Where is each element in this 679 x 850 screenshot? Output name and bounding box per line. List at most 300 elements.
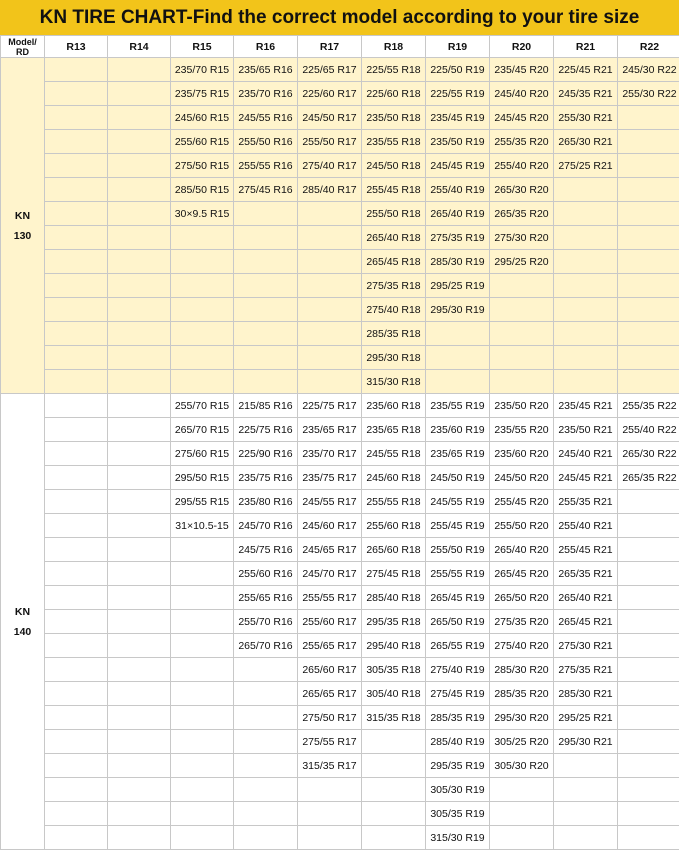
table-row	[1, 658, 679, 682]
tire-size-cell: 255/70 R15	[171, 394, 234, 418]
tire-size-cell	[171, 586, 234, 610]
tire-size-cell	[45, 802, 108, 826]
tire-size-cell	[234, 370, 298, 394]
tire-size-cell: 265/40 R19	[426, 202, 490, 226]
tire-size-cell: 315/35 R17	[298, 754, 362, 778]
tire-size-cell	[490, 802, 554, 826]
tire-size-cell: 255/50 R18	[362, 202, 426, 226]
tire-size-cell: 215/85 R16	[234, 394, 298, 418]
tire-size-cell: 265/45 R18	[362, 250, 426, 274]
tire-size-cell	[171, 370, 234, 394]
tire-size-cell	[45, 826, 108, 850]
tire-size-cell: 235/60 R20	[490, 442, 554, 466]
tire-size-cell: 255/55 R19	[426, 562, 490, 586]
table-row	[1, 802, 679, 826]
tire-size-cell	[554, 802, 618, 826]
tire-size-cell	[45, 418, 108, 442]
tire-size-cell	[618, 514, 679, 538]
table-row	[1, 730, 679, 754]
tire-size-cell: 285/40 R19	[426, 730, 490, 754]
tire-size-cell: 225/75 R16	[234, 418, 298, 442]
rim-size-header: R18	[362, 36, 426, 58]
table-row	[1, 58, 679, 82]
tire-size-cell	[108, 130, 171, 154]
tire-size-cell: 235/65 R17	[298, 418, 362, 442]
tire-size-cell: 265/45 R21	[554, 610, 618, 634]
tire-size-cell	[45, 250, 108, 274]
tire-size-cell	[618, 178, 679, 202]
tire-size-cell: 295/50 R15	[171, 466, 234, 490]
tire-size-cell	[554, 298, 618, 322]
model-label-line1: KN	[15, 606, 30, 618]
table-row	[1, 706, 679, 730]
tire-size-cell: 255/55 R18	[362, 490, 426, 514]
tire-size-cell: 245/50 R20	[490, 466, 554, 490]
table-row	[1, 250, 679, 274]
tire-size-cell	[45, 610, 108, 634]
table-row	[1, 754, 679, 778]
tire-size-cell: 245/60 R15	[171, 106, 234, 130]
tire-size-cell	[45, 178, 108, 202]
table-row	[1, 106, 679, 130]
tire-size-cell: 245/75 R16	[234, 538, 298, 562]
tire-size-cell	[362, 754, 426, 778]
tire-size-cell	[298, 778, 362, 802]
tire-size-cell: 255/40 R22	[618, 418, 679, 442]
tire-size-cell	[45, 754, 108, 778]
tire-size-cell	[618, 778, 679, 802]
tire-size-cell	[45, 154, 108, 178]
tire-size-cell	[45, 202, 108, 226]
tire-size-cell	[554, 826, 618, 850]
tire-size-cell	[426, 370, 490, 394]
tire-size-cell	[108, 250, 171, 274]
tire-size-cell	[618, 154, 679, 178]
tire-size-cell: 275/50 R17	[298, 706, 362, 730]
tire-size-cell: 305/35 R19	[426, 802, 490, 826]
tire-size-cell: 235/70 R16	[234, 82, 298, 106]
table-row	[1, 226, 679, 250]
tire-size-cell	[171, 274, 234, 298]
table-row	[1, 202, 679, 226]
tire-size-cell: 255/50 R20	[490, 514, 554, 538]
tire-size-cell	[108, 754, 171, 778]
tire-size-cell: 275/40 R18	[362, 298, 426, 322]
tire-size-cell	[108, 82, 171, 106]
tire-size-cell	[234, 730, 298, 754]
tire-size-cell	[108, 58, 171, 82]
tire-size-cell	[108, 442, 171, 466]
tire-size-cell: 275/35 R18	[362, 274, 426, 298]
tire-size-cell: 265/70 R15	[171, 418, 234, 442]
tire-size-cell: 225/90 R16	[234, 442, 298, 466]
tire-size-cell	[45, 226, 108, 250]
tire-size-cell	[490, 778, 554, 802]
tire-size-cell: 235/80 R16	[234, 490, 298, 514]
tire-size-cell: 275/35 R20	[490, 610, 554, 634]
tire-size-cell: 265/35 R21	[554, 562, 618, 586]
tire-size-cell	[618, 346, 679, 370]
tire-size-cell	[45, 274, 108, 298]
rim-size-header: R17	[298, 36, 362, 58]
tire-size-cell	[108, 202, 171, 226]
tire-size-cell: 265/45 R19	[426, 586, 490, 610]
tire-size-cell: 315/30 R19	[426, 826, 490, 850]
tire-size-cell: 235/60 R18	[362, 394, 426, 418]
tire-size-cell	[490, 826, 554, 850]
tire-size-cell	[298, 370, 362, 394]
model-label-line2: 130	[14, 230, 32, 242]
tire-size-cell: 255/40 R20	[490, 154, 554, 178]
tire-size-cell	[45, 130, 108, 154]
tire-size-cell: 295/55 R15	[171, 490, 234, 514]
tire-size-cell: 275/35 R21	[554, 658, 618, 682]
tire-size-cell: 295/40 R18	[362, 634, 426, 658]
table-row	[1, 466, 679, 490]
tire-size-cell: 255/55 R17	[298, 586, 362, 610]
tire-size-cell: 255/50 R19	[426, 538, 490, 562]
tire-size-cell	[618, 202, 679, 226]
tire-size-cell	[45, 466, 108, 490]
tire-size-cell: 255/45 R21	[554, 538, 618, 562]
tire-size-cell	[45, 394, 108, 418]
tire-size-cell: 235/45 R21	[554, 394, 618, 418]
tire-size-cell: 265/60 R17	[298, 658, 362, 682]
tire-size-cell	[554, 178, 618, 202]
header-row	[1, 36, 679, 58]
tire-size-cell: 315/35 R18	[362, 706, 426, 730]
tire-size-cell: 255/50 R17	[298, 130, 362, 154]
tire-size-cell: 305/30 R19	[426, 778, 490, 802]
tire-size-cell	[45, 322, 108, 346]
tire-size-cell: 245/40 R21	[554, 442, 618, 466]
tire-size-cell	[618, 586, 679, 610]
tire-size-cell	[171, 322, 234, 346]
tire-size-cell: 235/50 R18	[362, 106, 426, 130]
tire-size-cell	[618, 490, 679, 514]
tire-size-cell: 245/30 R22	[618, 58, 679, 82]
tire-size-cell: 305/40 R18	[362, 682, 426, 706]
tire-size-cell: 275/40 R19	[426, 658, 490, 682]
tire-size-cell: 265/30 R21	[554, 130, 618, 154]
tire-size-cell: 31×10.5-15	[171, 514, 234, 538]
tire-size-cell: 235/60 R19	[426, 418, 490, 442]
tire-size-cell	[171, 562, 234, 586]
tire-size-cell: 235/65 R19	[426, 442, 490, 466]
tire-size-cell	[108, 610, 171, 634]
table-row	[1, 634, 679, 658]
tire-size-cell	[45, 706, 108, 730]
tire-size-cell: 275/25 R21	[554, 154, 618, 178]
tire-size-cell	[108, 562, 171, 586]
rim-size-header: R21	[554, 36, 618, 58]
tire-size-cell: 275/30 R21	[554, 634, 618, 658]
tire-size-cell: 225/60 R18	[362, 82, 426, 106]
tire-size-cell: 245/35 R21	[554, 82, 618, 106]
tire-size-cell: 305/25 R20	[490, 730, 554, 754]
tire-size-cell: 285/30 R21	[554, 682, 618, 706]
tire-size-cell: 245/65 R17	[298, 538, 362, 562]
tire-size-cell	[234, 826, 298, 850]
model-rd-label-line1: Model/	[8, 37, 37, 47]
tire-size-cell	[171, 706, 234, 730]
tire-size-cell	[298, 226, 362, 250]
rim-size-header: R13	[45, 36, 108, 58]
tire-size-cell	[362, 802, 426, 826]
tire-size-cell	[108, 394, 171, 418]
tire-size-cell: 245/60 R18	[362, 466, 426, 490]
tire-size-cell: 285/40 R18	[362, 586, 426, 610]
tire-size-cell	[426, 346, 490, 370]
tire-size-cell: 235/70 R15	[171, 58, 234, 82]
tire-size-cell: 245/45 R20	[490, 106, 554, 130]
tire-size-cell	[362, 730, 426, 754]
tire-size-cell	[554, 370, 618, 394]
tire-size-cell	[234, 706, 298, 730]
tire-size-cell: 285/40 R17	[298, 178, 362, 202]
model-label	[1, 58, 45, 394]
tire-size-cell	[45, 538, 108, 562]
tire-size-cell: 255/60 R15	[171, 130, 234, 154]
tire-size-cell	[554, 202, 618, 226]
tire-size-cell	[618, 634, 679, 658]
tire-size-cell	[108, 274, 171, 298]
tire-size-cell: 275/40 R17	[298, 154, 362, 178]
tire-size-cell	[234, 682, 298, 706]
tire-size-cell	[554, 754, 618, 778]
table-row	[1, 442, 679, 466]
tire-size-cell: 235/55 R20	[490, 418, 554, 442]
tire-size-cell	[618, 250, 679, 274]
tire-size-cell: 245/70 R17	[298, 562, 362, 586]
tire-size-cell	[298, 202, 362, 226]
tire-size-cell	[171, 730, 234, 754]
chart-title: KN TIRE CHART-Find the correct model according to your tire size	[0, 0, 679, 35]
rim-size-header: R19	[426, 36, 490, 58]
table-row	[1, 274, 679, 298]
tire-size-cell	[618, 610, 679, 634]
tire-size-cell	[45, 586, 108, 610]
tire-size-cell: 255/45 R19	[426, 514, 490, 538]
tire-size-cell: 235/75 R16	[234, 466, 298, 490]
tire-size-cell	[108, 538, 171, 562]
tire-size-cell	[234, 754, 298, 778]
tire-size-cell	[108, 490, 171, 514]
tire-size-cell: 285/50 R15	[171, 178, 234, 202]
tire-size-cell	[618, 538, 679, 562]
tire-size-cell	[171, 250, 234, 274]
table-row	[1, 154, 679, 178]
tire-size-cell: 295/25 R20	[490, 250, 554, 274]
kn130-group	[1, 58, 679, 394]
tire-size-cell	[108, 370, 171, 394]
rim-size-header: R14	[108, 36, 171, 58]
tire-size-cell	[45, 298, 108, 322]
tire-size-cell: 30×9.5 R15	[171, 202, 234, 226]
tire-size-cell: 275/55 R17	[298, 730, 362, 754]
tire-size-cell: 295/35 R19	[426, 754, 490, 778]
tire-size-cell: 235/50 R19	[426, 130, 490, 154]
table-row	[1, 394, 679, 418]
tire-size-cell	[618, 730, 679, 754]
model-rd-header	[1, 36, 45, 58]
tire-size-cell	[171, 298, 234, 322]
tire-size-cell	[45, 442, 108, 466]
tire-size-cell	[234, 298, 298, 322]
tire-size-cell	[298, 802, 362, 826]
model-rd-label-line2: RD	[16, 47, 29, 57]
tire-size-cell	[171, 610, 234, 634]
tire-size-cell: 285/35 R20	[490, 682, 554, 706]
tire-size-cell: 225/50 R19	[426, 58, 490, 82]
tire-size-cell	[108, 682, 171, 706]
tire-size-cell: 255/60 R18	[362, 514, 426, 538]
tire-size-cell	[108, 730, 171, 754]
tire-size-cell	[45, 346, 108, 370]
tire-size-cell	[45, 370, 108, 394]
tire-size-cell	[108, 826, 171, 850]
tire-size-cell: 265/60 R18	[362, 538, 426, 562]
tire-size-cell: 245/45 R21	[554, 466, 618, 490]
tire-size-cell	[618, 370, 679, 394]
tire-size-table	[0, 35, 679, 850]
tire-size-cell: 285/30 R20	[490, 658, 554, 682]
tire-size-cell: 295/30 R19	[426, 298, 490, 322]
tire-size-cell: 255/30 R21	[554, 106, 618, 130]
tire-size-cell	[298, 250, 362, 274]
tire-size-cell: 245/50 R17	[298, 106, 362, 130]
tire-size-cell: 255/60 R16	[234, 562, 298, 586]
tire-size-cell: 255/45 R20	[490, 490, 554, 514]
tire-size-cell	[490, 346, 554, 370]
model-label-line2: 140	[14, 626, 32, 638]
tire-size-cell	[234, 274, 298, 298]
table-row	[1, 490, 679, 514]
table-row	[1, 682, 679, 706]
tire-size-cell	[554, 226, 618, 250]
rim-size-header: R15	[171, 36, 234, 58]
tire-size-cell	[298, 826, 362, 850]
tire-size-cell: 265/45 R20	[490, 562, 554, 586]
tire-size-cell: 275/45 R19	[426, 682, 490, 706]
tire-size-cell: 295/30 R20	[490, 706, 554, 730]
tire-size-cell	[298, 322, 362, 346]
tire-size-cell	[426, 322, 490, 346]
tire-size-cell	[108, 298, 171, 322]
tire-size-cell	[108, 418, 171, 442]
table-row	[1, 298, 679, 322]
tire-size-cell: 255/65 R16	[234, 586, 298, 610]
tire-size-cell	[618, 274, 679, 298]
tire-size-cell	[618, 826, 679, 850]
tire-size-cell	[45, 58, 108, 82]
tire-size-cell: 235/50 R20	[490, 394, 554, 418]
tire-size-cell	[171, 346, 234, 370]
tire-size-cell	[234, 346, 298, 370]
table-row	[1, 178, 679, 202]
tire-size-cell	[618, 706, 679, 730]
tire-size-cell: 275/30 R20	[490, 226, 554, 250]
tire-size-cell: 265/40 R18	[362, 226, 426, 250]
tire-size-cell: 245/40 R20	[490, 82, 554, 106]
tire-size-cell: 255/60 R17	[298, 610, 362, 634]
tire-size-cell	[618, 802, 679, 826]
tire-size-cell: 295/30 R18	[362, 346, 426, 370]
tire-size-cell: 275/40 R20	[490, 634, 554, 658]
tire-size-cell	[45, 682, 108, 706]
table-row	[1, 82, 679, 106]
rim-size-header: R16	[234, 36, 298, 58]
tire-size-cell	[554, 778, 618, 802]
tire-size-cell: 245/55 R17	[298, 490, 362, 514]
tire-size-cell	[234, 202, 298, 226]
tire-size-cell	[45, 514, 108, 538]
tire-size-cell	[618, 562, 679, 586]
tire-size-cell	[108, 706, 171, 730]
tire-size-cell	[108, 802, 171, 826]
tire-size-cell: 225/55 R19	[426, 82, 490, 106]
rim-size-header: R20	[490, 36, 554, 58]
tire-size-cell	[45, 106, 108, 130]
tire-size-cell	[618, 682, 679, 706]
tire-size-cell	[618, 298, 679, 322]
table-row	[1, 370, 679, 394]
tire-size-cell: 235/65 R16	[234, 58, 298, 82]
tire-size-cell	[108, 226, 171, 250]
tire-size-cell: 275/35 R19	[426, 226, 490, 250]
tire-size-cell: 265/70 R16	[234, 634, 298, 658]
tire-size-cell: 295/25 R19	[426, 274, 490, 298]
tire-size-cell	[171, 802, 234, 826]
tire-size-cell: 255/55 R16	[234, 154, 298, 178]
tire-size-cell	[554, 250, 618, 274]
tire-size-cell	[45, 562, 108, 586]
tire-size-cell: 245/45 R19	[426, 154, 490, 178]
tire-size-cell	[171, 778, 234, 802]
tire-size-cell: 305/35 R18	[362, 658, 426, 682]
tire-size-cell	[234, 802, 298, 826]
table-row	[1, 322, 679, 346]
tire-size-cell: 255/35 R22	[618, 394, 679, 418]
tire-size-cell: 265/50 R19	[426, 610, 490, 634]
tire-size-cell	[298, 346, 362, 370]
kn140-group	[1, 394, 679, 850]
tire-size-cell	[234, 226, 298, 250]
tire-size-cell: 245/60 R17	[298, 514, 362, 538]
table-row	[1, 562, 679, 586]
tire-size-cell: 265/35 R20	[490, 202, 554, 226]
tire-size-cell: 265/40 R20	[490, 538, 554, 562]
tire-size-cell	[490, 322, 554, 346]
tire-size-cell: 285/30 R19	[426, 250, 490, 274]
tire-size-cell	[108, 346, 171, 370]
tire-size-cell: 235/70 R17	[298, 442, 362, 466]
tire-size-cell: 245/70 R16	[234, 514, 298, 538]
rim-size-header: R22	[618, 36, 679, 58]
tire-size-cell: 245/50 R19	[426, 466, 490, 490]
tire-size-cell	[618, 322, 679, 346]
tire-size-cell	[108, 514, 171, 538]
tire-size-cell	[108, 586, 171, 610]
tire-size-cell: 245/55 R19	[426, 490, 490, 514]
tire-size-cell	[618, 658, 679, 682]
tire-size-cell: 255/50 R16	[234, 130, 298, 154]
tire-size-cell: 235/65 R18	[362, 418, 426, 442]
tire-size-cell	[108, 658, 171, 682]
tire-size-cell: 265/50 R20	[490, 586, 554, 610]
table-row	[1, 826, 679, 850]
table-row	[1, 778, 679, 802]
